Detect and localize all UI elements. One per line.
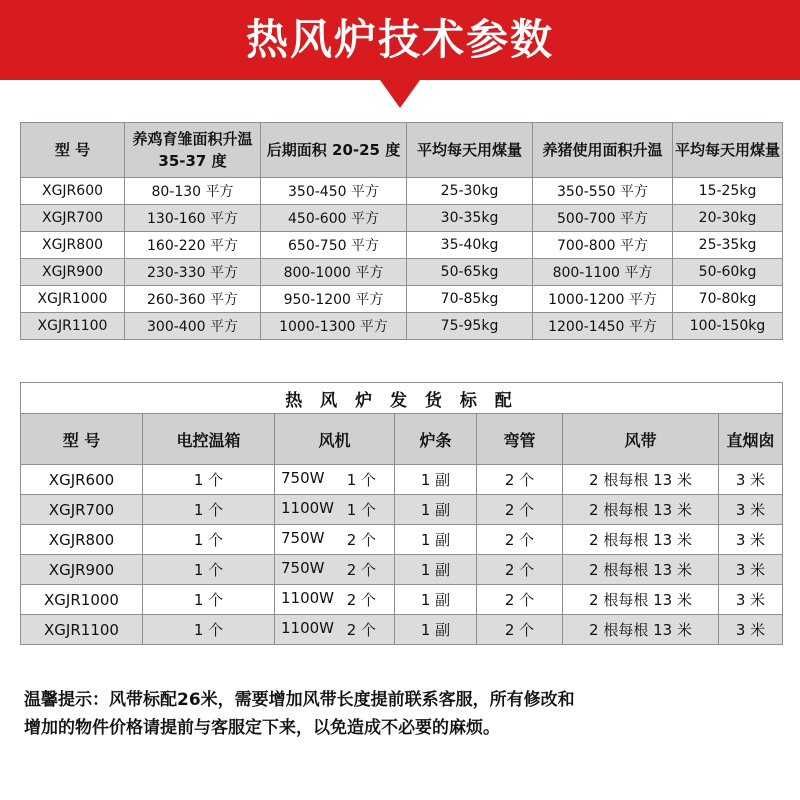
cell-chimney: 3 米 bbox=[719, 585, 783, 615]
cell-late-area: 350-450 平方 bbox=[261, 178, 407, 205]
table-row bbox=[21, 205, 783, 232]
delivery-header-row bbox=[21, 414, 783, 465]
table-row bbox=[21, 259, 783, 286]
table-row bbox=[21, 178, 783, 205]
cell-control-box: 1 个 bbox=[143, 525, 275, 555]
fan-power: 1100W bbox=[281, 619, 335, 637]
fan-power: 1100W bbox=[281, 589, 335, 607]
banner-arrow-decoration bbox=[380, 80, 420, 108]
cell-pig-area: 1000-1200 平方 bbox=[533, 286, 673, 313]
cell-coal: 50-65kg bbox=[407, 259, 533, 286]
cell-chimney: 3 米 bbox=[719, 555, 783, 585]
header-coal-usage-pig: 平均每天用煤量 bbox=[673, 123, 783, 178]
cell-model: XGJR600 bbox=[21, 178, 125, 205]
cell-model: XGJR900 bbox=[21, 259, 125, 286]
header-chimney: 直烟囱 bbox=[719, 414, 783, 465]
cell-chick-area: 260-360 平方 bbox=[125, 286, 261, 313]
cell-model: XGJR1100 bbox=[21, 313, 125, 340]
header-chick-area: 养鸡育雏面积升温 35-37 度 bbox=[125, 123, 261, 178]
cell-fan bbox=[275, 615, 395, 645]
reminder-note bbox=[24, 686, 784, 742]
cell-elbow: 2 个 bbox=[477, 585, 563, 615]
reminder-line-1: 温馨提示：风带标配26米，需要增加风带长度提前联系客服，所有修改和 bbox=[24, 690, 575, 710]
table-row bbox=[21, 495, 783, 525]
cell-model: XGJR800 bbox=[21, 232, 125, 259]
delivery-title-row bbox=[21, 383, 783, 414]
delivery-table bbox=[20, 382, 783, 645]
cell-coal: 30-35kg bbox=[407, 205, 533, 232]
table-row bbox=[21, 585, 783, 615]
page-title: 热风炉技术参数 bbox=[245, 15, 554, 64]
fan-count: 2 个 bbox=[346, 561, 376, 579]
fan-count: 2 个 bbox=[346, 531, 376, 549]
cell-chimney: 3 米 bbox=[719, 615, 783, 645]
cell-pig-area: 350-550 平方 bbox=[533, 178, 673, 205]
fan-power: 1100W bbox=[281, 499, 335, 517]
cell-coal-pig: 100-150kg bbox=[673, 313, 783, 340]
table-row bbox=[21, 286, 783, 313]
cell-coal: 75-95kg bbox=[407, 313, 533, 340]
cell-chick-area: 80-130 平方 bbox=[125, 178, 261, 205]
cell-grate: 1 副 bbox=[395, 495, 477, 525]
cell-elbow: 2 个 bbox=[477, 495, 563, 525]
cell-coal-pig: 25-35kg bbox=[673, 232, 783, 259]
header-model: 型 号 bbox=[21, 414, 143, 465]
cell-control-box: 1 个 bbox=[143, 615, 275, 645]
cell-elbow: 2 个 bbox=[477, 465, 563, 495]
cell-fan bbox=[275, 525, 395, 555]
cell-control-box: 1 个 bbox=[143, 495, 275, 525]
cell-model: XGJR700 bbox=[21, 495, 143, 525]
header-late-area: 后期面积 20-25 度 bbox=[261, 123, 407, 178]
cell-coal-pig: 20-30kg bbox=[673, 205, 783, 232]
fan-power: 750W bbox=[281, 559, 325, 577]
cell-model: XGJR1000 bbox=[21, 286, 125, 313]
cell-air-duct: 2 根每根 13 米 bbox=[563, 585, 719, 615]
cell-late-area: 800-1000 平方 bbox=[261, 259, 407, 286]
cell-late-area: 650-750 平方 bbox=[261, 232, 407, 259]
cell-coal-pig: 50-60kg bbox=[673, 259, 783, 286]
cell-chick-area: 130-160 平方 bbox=[125, 205, 261, 232]
cell-fan bbox=[275, 495, 395, 525]
header-control-box: 电控温箱 bbox=[143, 414, 275, 465]
fan-power: 750W bbox=[281, 469, 325, 487]
header-model: 型 号 bbox=[21, 123, 125, 178]
cell-control-box: 1 个 bbox=[143, 555, 275, 585]
cell-chick-area: 160-220 平方 bbox=[125, 232, 261, 259]
header-fan: 风机 bbox=[275, 414, 395, 465]
cell-chimney: 3 米 bbox=[719, 525, 783, 555]
cell-coal-pig: 70-80kg bbox=[673, 286, 783, 313]
header-air-duct: 风带 bbox=[563, 414, 719, 465]
cell-grate: 1 副 bbox=[395, 555, 477, 585]
cell-fan bbox=[275, 555, 395, 585]
cell-elbow: 2 个 bbox=[477, 525, 563, 555]
delivery-table-title: 热 风 炉 发 货 标 配 bbox=[21, 383, 783, 414]
cell-fan bbox=[275, 465, 395, 495]
cell-model: XGJR1100 bbox=[21, 615, 143, 645]
cell-grate: 1 副 bbox=[395, 465, 477, 495]
cell-chick-area: 230-330 平方 bbox=[125, 259, 261, 286]
cell-control-box: 1 个 bbox=[143, 465, 275, 495]
table-row bbox=[21, 465, 783, 495]
table-row bbox=[21, 615, 783, 645]
fan-power: 750W bbox=[281, 529, 325, 547]
cell-model: XGJR600 bbox=[21, 465, 143, 495]
table-row bbox=[21, 313, 783, 340]
cell-air-duct: 2 根每根 13 米 bbox=[563, 525, 719, 555]
table-row bbox=[21, 525, 783, 555]
cell-pig-area: 500-700 平方 bbox=[533, 205, 673, 232]
spec-table bbox=[20, 122, 783, 340]
cell-control-box: 1 个 bbox=[143, 585, 275, 615]
header-coal-usage: 平均每天用煤量 bbox=[407, 123, 533, 178]
cell-fan bbox=[275, 585, 395, 615]
cell-model: XGJR900 bbox=[21, 555, 143, 585]
table-row bbox=[21, 555, 783, 585]
cell-model: XGJR700 bbox=[21, 205, 125, 232]
fan-count: 1 个 bbox=[346, 471, 376, 489]
cell-elbow: 2 个 bbox=[477, 615, 563, 645]
cell-late-area: 450-600 平方 bbox=[261, 205, 407, 232]
fan-count: 1 个 bbox=[346, 501, 376, 519]
cell-late-area: 1000-1300 平方 bbox=[261, 313, 407, 340]
cell-coal: 70-85kg bbox=[407, 286, 533, 313]
header-pig-area: 养猪使用面积升温 bbox=[533, 123, 673, 178]
cell-grate: 1 副 bbox=[395, 615, 477, 645]
cell-chimney: 3 米 bbox=[719, 465, 783, 495]
cell-model: XGJR800 bbox=[21, 525, 143, 555]
cell-chick-area: 300-400 平方 bbox=[125, 313, 261, 340]
cell-late-area: 950-1200 平方 bbox=[261, 286, 407, 313]
cell-air-duct: 2 根每根 13 米 bbox=[563, 615, 719, 645]
header-grate: 炉条 bbox=[395, 414, 477, 465]
cell-air-duct: 2 根每根 13 米 bbox=[563, 495, 719, 525]
cell-pig-area: 800-1100 平方 bbox=[533, 259, 673, 286]
title-banner bbox=[0, 0, 800, 80]
cell-coal: 35-40kg bbox=[407, 232, 533, 259]
fan-count: 2 个 bbox=[346, 591, 376, 609]
fan-count: 2 个 bbox=[346, 621, 376, 639]
spec-header-row bbox=[21, 123, 783, 178]
header-elbow: 弯管 bbox=[477, 414, 563, 465]
table-row bbox=[21, 232, 783, 259]
cell-air-duct: 2 根每根 13 米 bbox=[563, 465, 719, 495]
reminder-line-2: 增加的物件价格请提前与客服定下来，以免造成不必要的麻烦。 bbox=[24, 718, 500, 738]
cell-pig-area: 1200-1450 平方 bbox=[533, 313, 673, 340]
cell-pig-area: 700-800 平方 bbox=[533, 232, 673, 259]
cell-chimney: 3 米 bbox=[719, 495, 783, 525]
cell-coal-pig: 15-25kg bbox=[673, 178, 783, 205]
cell-grate: 1 副 bbox=[395, 525, 477, 555]
cell-model: XGJR1000 bbox=[21, 585, 143, 615]
cell-grate: 1 副 bbox=[395, 585, 477, 615]
cell-coal: 25-30kg bbox=[407, 178, 533, 205]
cell-air-duct: 2 根每根 13 米 bbox=[563, 555, 719, 585]
cell-elbow: 2 个 bbox=[477, 555, 563, 585]
